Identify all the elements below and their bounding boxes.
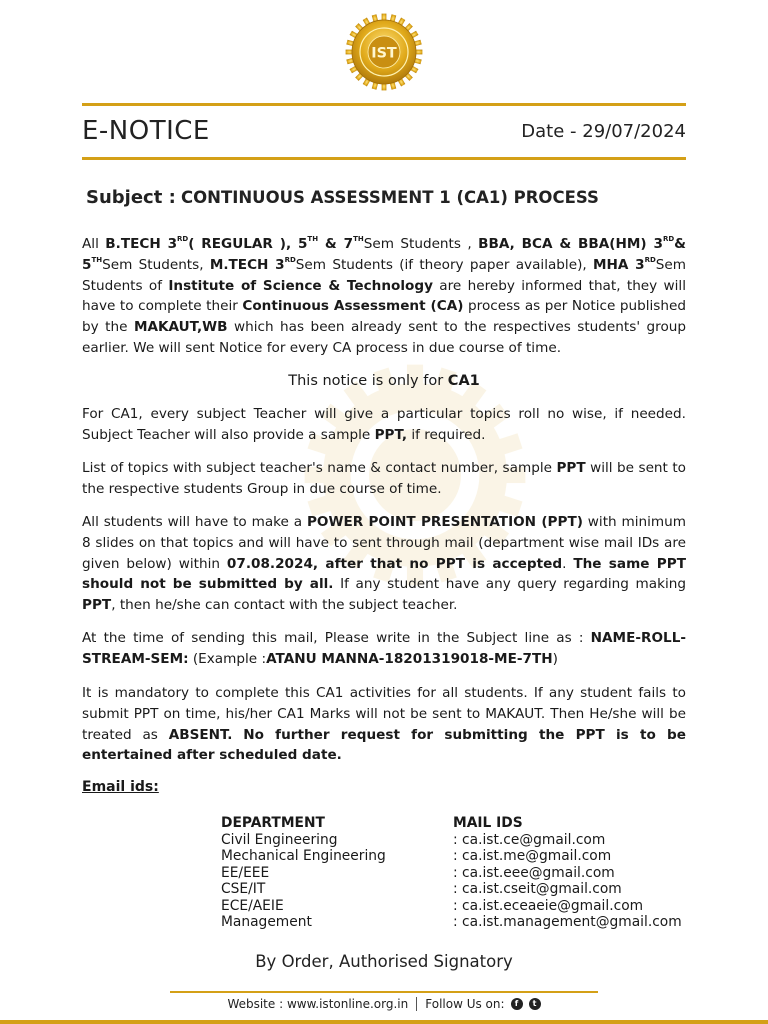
table-row	[221, 898, 682, 915]
institute-logo-icon	[344, 12, 424, 92]
footer	[0, 997, 768, 1011]
facebook-icon[interactable]: f	[511, 998, 523, 1010]
only-ca1-notice: This notice is only for CA1	[288, 373, 480, 389]
ppt-paragraph: All students will have to make a POWER POINT PRESENTATION (PPT) with minimum 8 slides on that topics and will have to sent through mail (department wise mail IDs are given below) within 07.08.2024, after that no PPT is accepted. The same PPT should not be submitted by all. If any student have any query regarding making PPT, then he/she can contact with the subject teacher.	[82, 514, 686, 614]
subject-line-paragraph: At the time of sending this mail, Please write in the Subject line as : NAME-ROLL-STREAM-SEM: (Example :ATANU MANNA-18201319018-ME-7TH)	[82, 630, 686, 667]
subject-label: Subject :	[86, 187, 176, 208]
page-bottom-border	[0, 1020, 768, 1024]
department-mail-table	[221, 815, 682, 931]
email-ids-heading: Email ids:	[82, 779, 159, 795]
intro-paragraph: All B.TECH 3RD( REGULAR ), 5TH & 7THSem Students , BBA, BCA & BBA(HM) 3RD& 5THSem Students, M.TECH 3RDSem Students (if theory paper available), MHA 3RDSem Students of Institute of Science & Technology are hereby informed that, they will have to complete their Continuous Assessment (CA) process as per Notice published by the MAKAUT,WB which has been already sent to the respectives students' group earlier. We will sent Notice for every CA process in due course of time.	[82, 235, 687, 356]
department-email[interactable]: : ca.ist.eceaeie@gmail.com	[453, 897, 644, 914]
department-email[interactable]: : ca.ist.cseit@gmail.com	[453, 881, 622, 897]
department-name: ECE/AEIE	[221, 897, 284, 914]
mail-column-header: MAIL IDS	[453, 815, 523, 831]
department-name: Mechanical Engineering	[221, 848, 386, 864]
logo-text: IST	[371, 45, 397, 62]
topics-list-paragraph: List of topics with subject teacher's name & contact number, sample PPT will be sent to the respective students Group in due course of time.	[82, 460, 686, 497]
footer-rule	[170, 991, 598, 993]
department-name: EE/EEE	[221, 864, 270, 881]
website-link[interactable]: Website : www.istonline.org.in	[227, 997, 409, 1011]
table-row	[221, 881, 682, 898]
header-top-rule	[82, 103, 686, 106]
department-email[interactable]: : ca.ist.eee@gmail.com	[453, 864, 615, 881]
department-email[interactable]: : ca.ist.ce@gmail.com	[453, 831, 606, 848]
notice-date: Date - 29/07/2024	[521, 121, 686, 142]
table-header-row	[221, 815, 682, 832]
twitter-icon[interactable]: t	[529, 998, 541, 1010]
notice-title: E-NOTICE	[82, 116, 210, 146]
mandatory-paragraph: It is mandatory to complete this CA1 activities for all students. If any student fails to submit PPT on time, his/her CA1 Marks will not be sent to MAKAUT. Then He/she will be treated as ABSENT. No further request for submitting the PPT is to be entertained after scheduled date.	[82, 685, 686, 764]
subject-line	[86, 187, 599, 208]
table-row	[221, 848, 682, 865]
header-bottom-rule	[82, 157, 686, 160]
subject-text: CONTINUOUS ASSESSMENT 1 (CA1) PROCESS	[181, 188, 599, 207]
department-name: Management	[221, 914, 312, 930]
table-row	[221, 914, 682, 931]
topics-paragraph: For CA1, every subject Teacher will give a particular topics roll no wise, if needed. Subject Teacher will also provide a sample PPT, if required.	[82, 406, 686, 443]
department-column-header: DEPARTMENT	[221, 815, 325, 831]
follow-us-label: Follow Us on:	[425, 997, 505, 1011]
authorised-signatory: By Order, Authorised Signatory	[255, 952, 513, 971]
department-name: Civil Engineering	[221, 831, 338, 848]
table-row	[221, 865, 682, 882]
department-email[interactable]: : ca.ist.me@gmail.com	[453, 848, 612, 864]
footer-separator	[416, 997, 417, 1011]
department-name: CSE/IT	[221, 881, 266, 897]
table-row	[221, 832, 682, 849]
department-email[interactable]: : ca.ist.management@gmail.com	[453, 914, 682, 930]
